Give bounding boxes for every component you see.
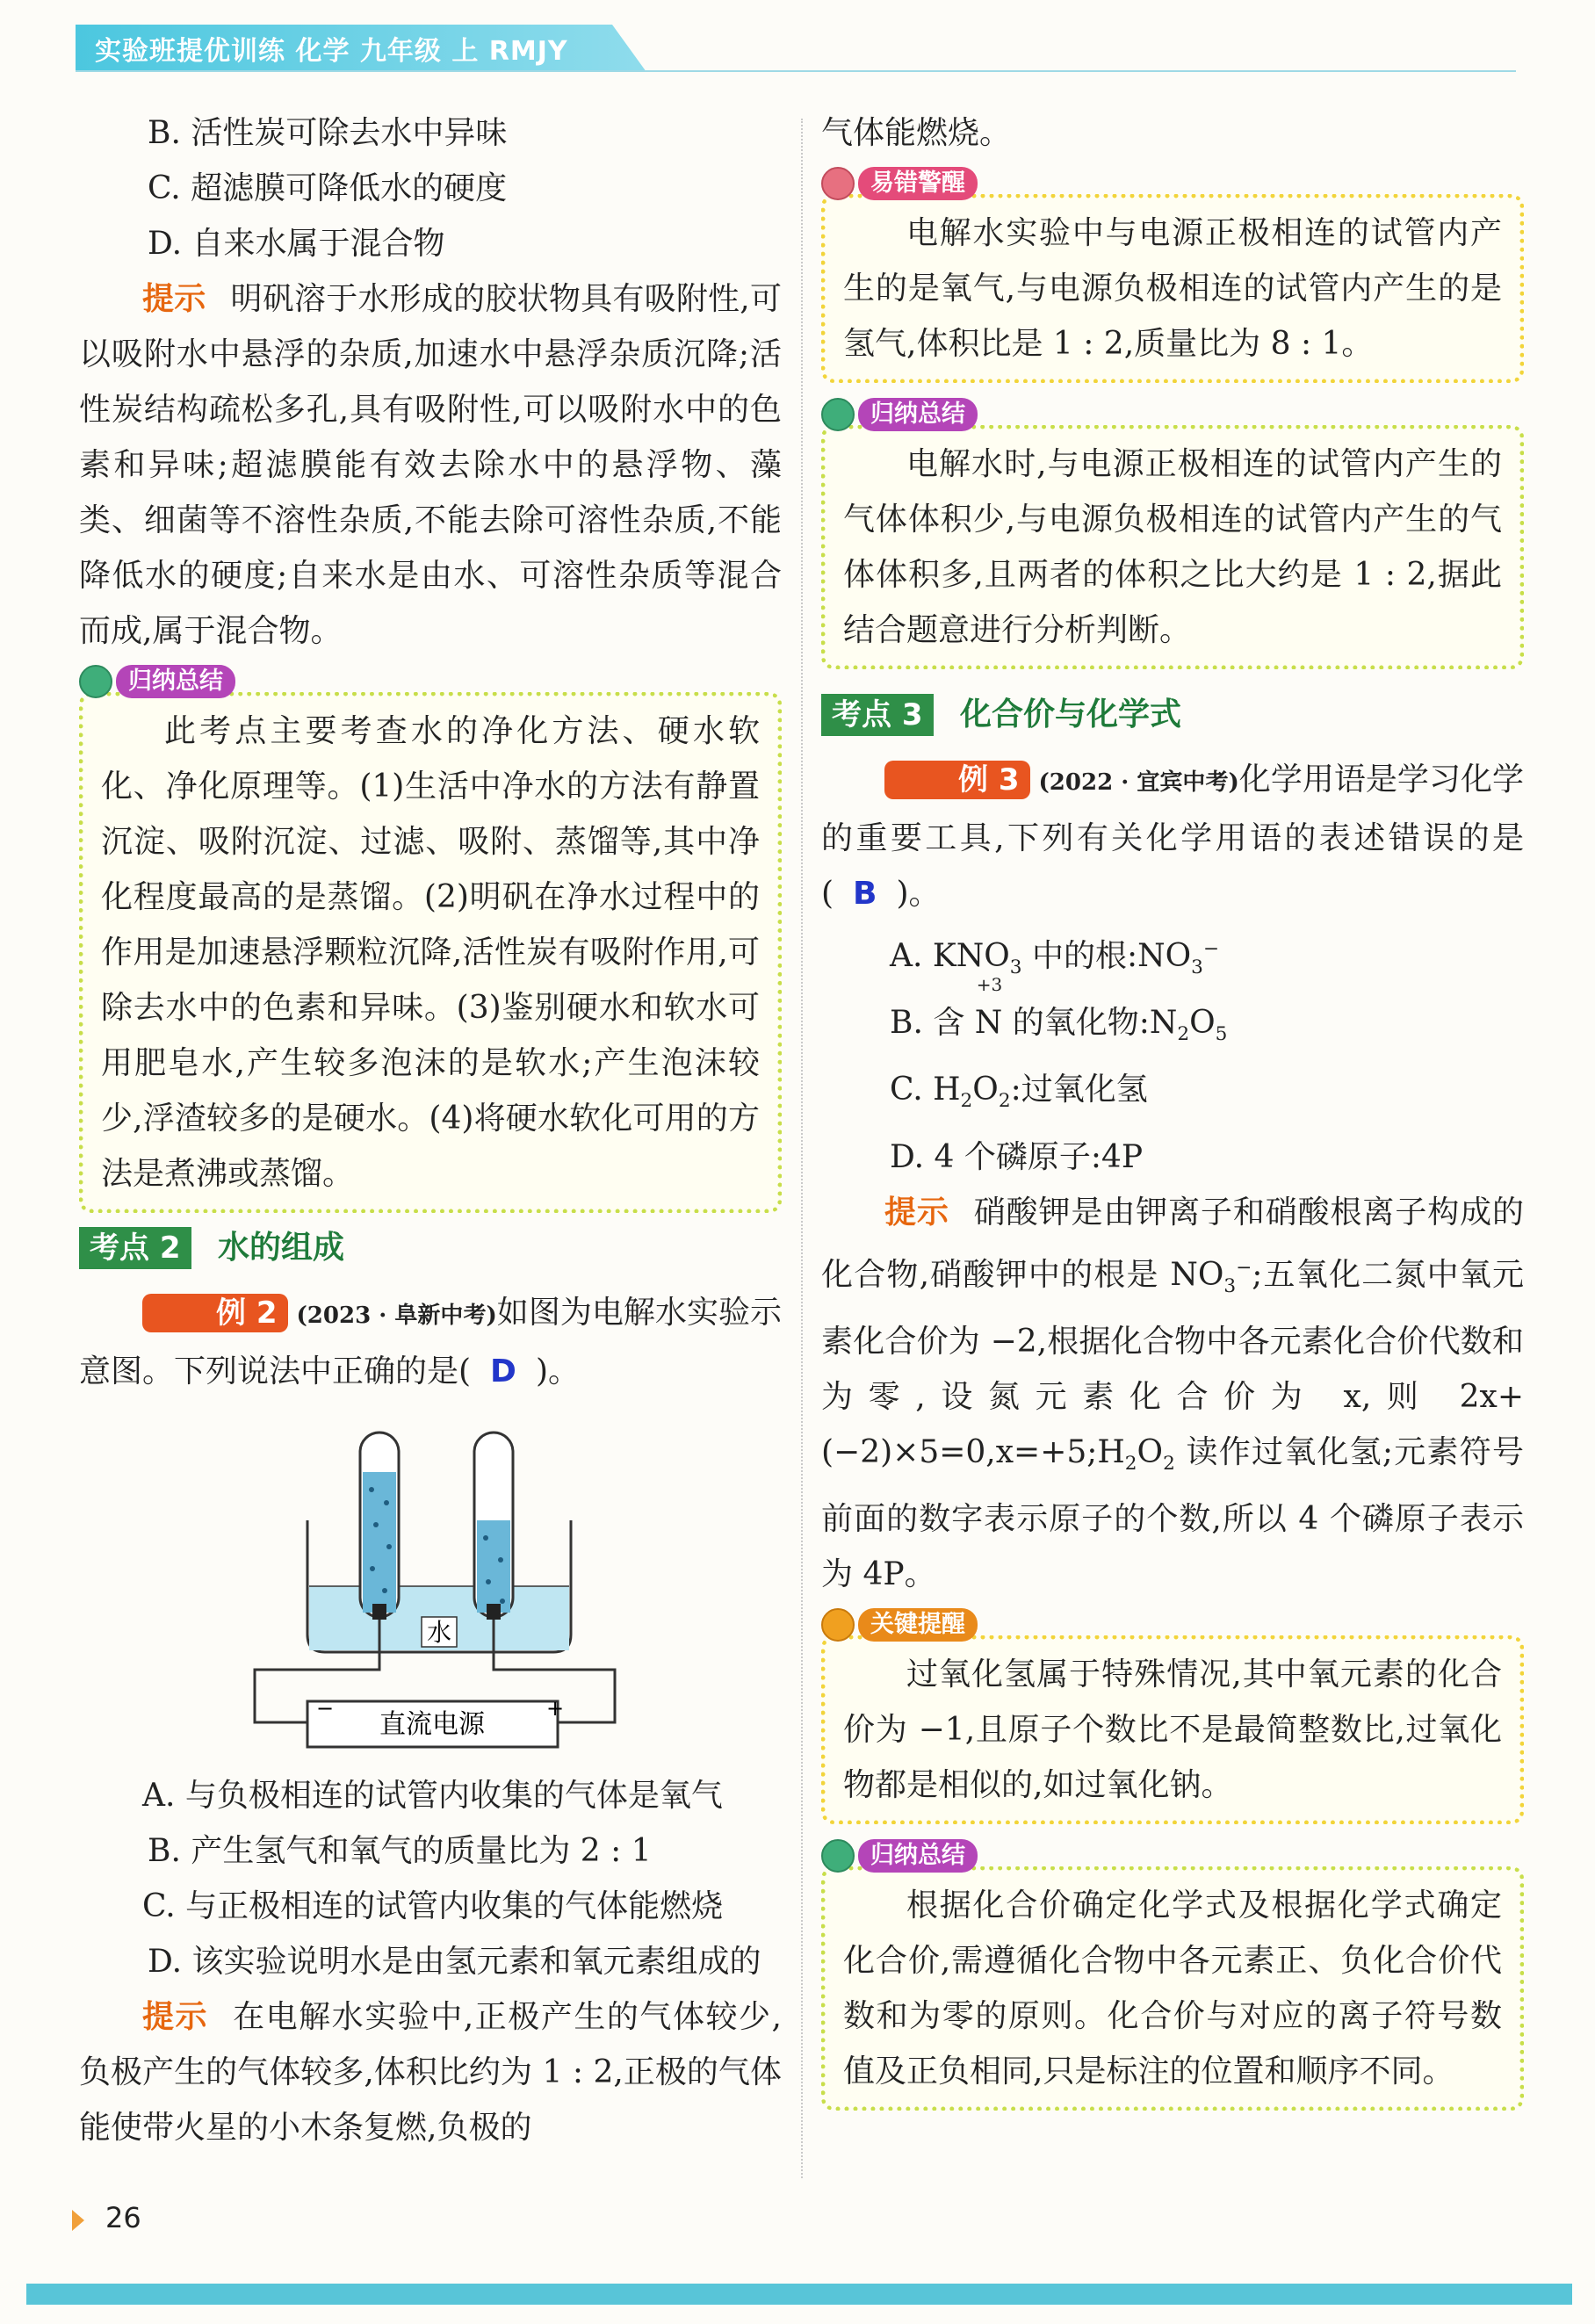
summary-box-body (821, 1866, 1524, 2111)
header-title: 实验班提优训练 化学 九年级 上 RMJY (95, 36, 568, 67)
warning-tag-label: 易错警醒 (858, 167, 978, 200)
warning-box (821, 164, 1524, 383)
ex2-option-c: C. 与正极相连的试管内收集的气体能燃烧 (142, 1888, 724, 1924)
example-badge: 例 3 (884, 761, 1030, 799)
example-source: (2023 · 阜新中考) (296, 1303, 497, 1329)
q1-option-c: C. 超滤膜可降低水的硬度 (148, 170, 508, 206)
left-column (79, 105, 782, 2155)
hint-label: 提示 (142, 281, 206, 317)
key-tag-label: 关键提醒 (858, 1608, 978, 1642)
page-number: 26 (105, 2201, 141, 2234)
ex2-option-d: D. 该实验说明水是由氢元素和氧元素组成的 (148, 1944, 761, 1980)
power-label: 直流电源 (379, 1709, 485, 1740)
hint-label: 提示 (142, 1999, 209, 2035)
ex3-option-b: B. 含 +3 N 的氧化物$:N_2O_5$ (890, 974, 1228, 1046)
key-tag (821, 1606, 1524, 1644)
key-reminder-box (821, 1606, 1524, 1824)
q1-option-b: B. 活性炭可除去水中异味 (148, 115, 508, 151)
topic-badge: 考点 3 (821, 694, 934, 736)
example-stem-text: 化学用语是学习化学的重要工具,下列有关化学用语的表述错误的是( (821, 761, 1524, 912)
q1-option-d: D. 自来水属于混合物 (148, 226, 445, 262)
header-rule (76, 70, 1516, 72)
summary-box-1 (79, 662, 782, 1213)
electrolysis-svg (79, 1406, 782, 1757)
summary-box-3 (821, 1837, 1524, 2111)
example-source: (2022 · 宜宾中考) (1038, 769, 1239, 796)
page-arrow-icon (72, 2210, 84, 2231)
ex2-option-b: B. 产生氢气和氧气的质量比为 2 : 1 (148, 1833, 652, 1869)
key-text: 过氧化氢属于特殊情况,其中氧元素的化合价为 −1,且原子个数比不是最简整数比,过氧化物都是相似的,如过氧化钠。 (843, 1656, 1502, 1803)
summary-tag-label: 归纳总结 (858, 398, 978, 431)
warning-text: 电解水实验中与电源正极相连的试管内产生的是氧气,与电源负极相连的试管内产生的是氢气,体积比是 1 : 2,质量比为 8 : 1。 (843, 215, 1502, 362)
footer-band (26, 2284, 1572, 2305)
valence-mark: +3 (976, 974, 1003, 996)
topic-title: 化合价与化学式 (960, 696, 1182, 733)
hint-label: 提示 (884, 1194, 949, 1231)
topic-3-heading (821, 687, 1524, 740)
summary-tag-label: 归纳总结 (116, 665, 235, 698)
warning-box-body (821, 194, 1524, 383)
summary-box-body (79, 692, 782, 1213)
ex3-option-c: C. $H_2O_2$:过氧化氢 (890, 1072, 1148, 1113)
continued-text: 气体能燃烧。 (821, 115, 1012, 151)
topic-badge: 考点 2 (79, 1227, 191, 1269)
ex3-option-d: D. 4 个磷原子:4P (890, 1138, 1144, 1175)
electrolysis-diagram (79, 1406, 782, 1757)
summary-tag (821, 1837, 1524, 1875)
example-stem-end: )。 (896, 876, 941, 912)
example-answer: B (853, 876, 877, 912)
water-label: 水 (426, 1618, 452, 1647)
globe-icon (821, 1839, 855, 1873)
topic-title: 水的组成 (218, 1230, 345, 1266)
eyes-icon (821, 167, 855, 200)
key-box-body (821, 1635, 1524, 1824)
summary-box-body (821, 425, 1524, 669)
ex2-option-a: A. 与负极相连的试管内收集的气体是氧气 (142, 1778, 723, 1814)
bell-icon (821, 1608, 855, 1642)
example-3-stem (821, 752, 1524, 921)
plus-sign: + (546, 1696, 565, 1721)
ex3-hint: 提示 硝酸钾是由钾离子和硝酸根离子构成的化合物,硝酸钾中的根是 $NO_3^-$;五氧化二氮中氧元素化合价为 −2,根据化合物中各元素化合价代数和为零,设氮元素化合价为 x,则 $2x+(-2)\times 5=0,x=+5;H_2O_2$ 读作过氧化氢;元素符号前面的数字表示原子的个数,所以 4 个磷原子表示为 4P。 (821, 1194, 1524, 1592)
example-stem-text: 如图为电解水实验示意图。下列说法中正确的是( (79, 1295, 782, 1389)
minus-sign: − (316, 1696, 335, 1721)
q1-hint (79, 271, 782, 659)
summary-tag (79, 662, 782, 701)
example-stem-end: )。 (535, 1353, 580, 1389)
hint-text: 明矾溶于水形成的胶状物具有吸附性,可以吸附水中悬浮的杂质,加速水中悬浮杂质沉降;活性炭结构疏松多孔,具有吸附性,可以吸附水中的色素和异味;超滤膜能有效去除水中的悬浮物、藻类、细菌等不溶性杂质,不能去除可溶性杂质,不能降低水的硬度;自来水是由水、可溶性杂质等混合而成,属于混合物。 (79, 281, 782, 649)
globe-icon (821, 398, 855, 431)
summary-text: 根据化合价确定化学式及根据化学式确定化合价,需遵循化合物中各元素正、负化合价代数和为零的原则。化合价与对应的离子符号数值及正负相同,只是标注的位置和顺序不同。 (843, 1887, 1502, 2089)
ex3-option-a: A. $KNO_3$ 中的根$:NO_3^-$ (890, 938, 1219, 979)
summary-tag (821, 395, 1524, 434)
column-divider (801, 119, 804, 2178)
warning-tag (821, 164, 1524, 203)
summary-tag-label: 归纳总结 (858, 1839, 978, 1873)
summary-text: 此考点主要考查水的净化方法、硬水软化、净化原理等。(1)生活中净水的方法有静置沉淀、吸附沉淀、过滤、吸附、蒸馏等,其中净化程度最高的是蒸馏。(2)明矾在净水过程中的作用是加速悬浮颗粒沉降,活性炭有吸附作用,可除去水中的色素和异味。(3)鉴别硬水和软水可用肥皂水,产生较多泡沫的是软水;产生泡沫较少,浮渣较多的是硬水。(4)将硬水软化可用的方法是煮沸或蒸馏。 (101, 713, 760, 1192)
page-header (0, 0, 1595, 72)
example-2-stem (79, 1285, 782, 1399)
ex2-hint (79, 1989, 782, 2155)
summary-box-2 (821, 395, 1524, 669)
example-badge: 例 2 (142, 1294, 288, 1332)
summary-text: 电解水时,与电源正极相连的试管内产生的气体体积少,与电源负极相连的试管内产生的气体体积多,且两者的体积之比大约是 1 : 2,据此结合题意进行分析判断。 (843, 446, 1502, 648)
example-answer: D (490, 1353, 516, 1389)
right-column (821, 105, 1524, 2111)
hint-text: 在电解水实验中,正极产生的气体较少,负极产生的气体较多,体积比约为 1 : 2,正极的气体能使带火星的小木条复燃,负极的 (79, 1999, 782, 2146)
globe-icon (79, 665, 112, 698)
topic-2-heading (79, 1220, 782, 1273)
